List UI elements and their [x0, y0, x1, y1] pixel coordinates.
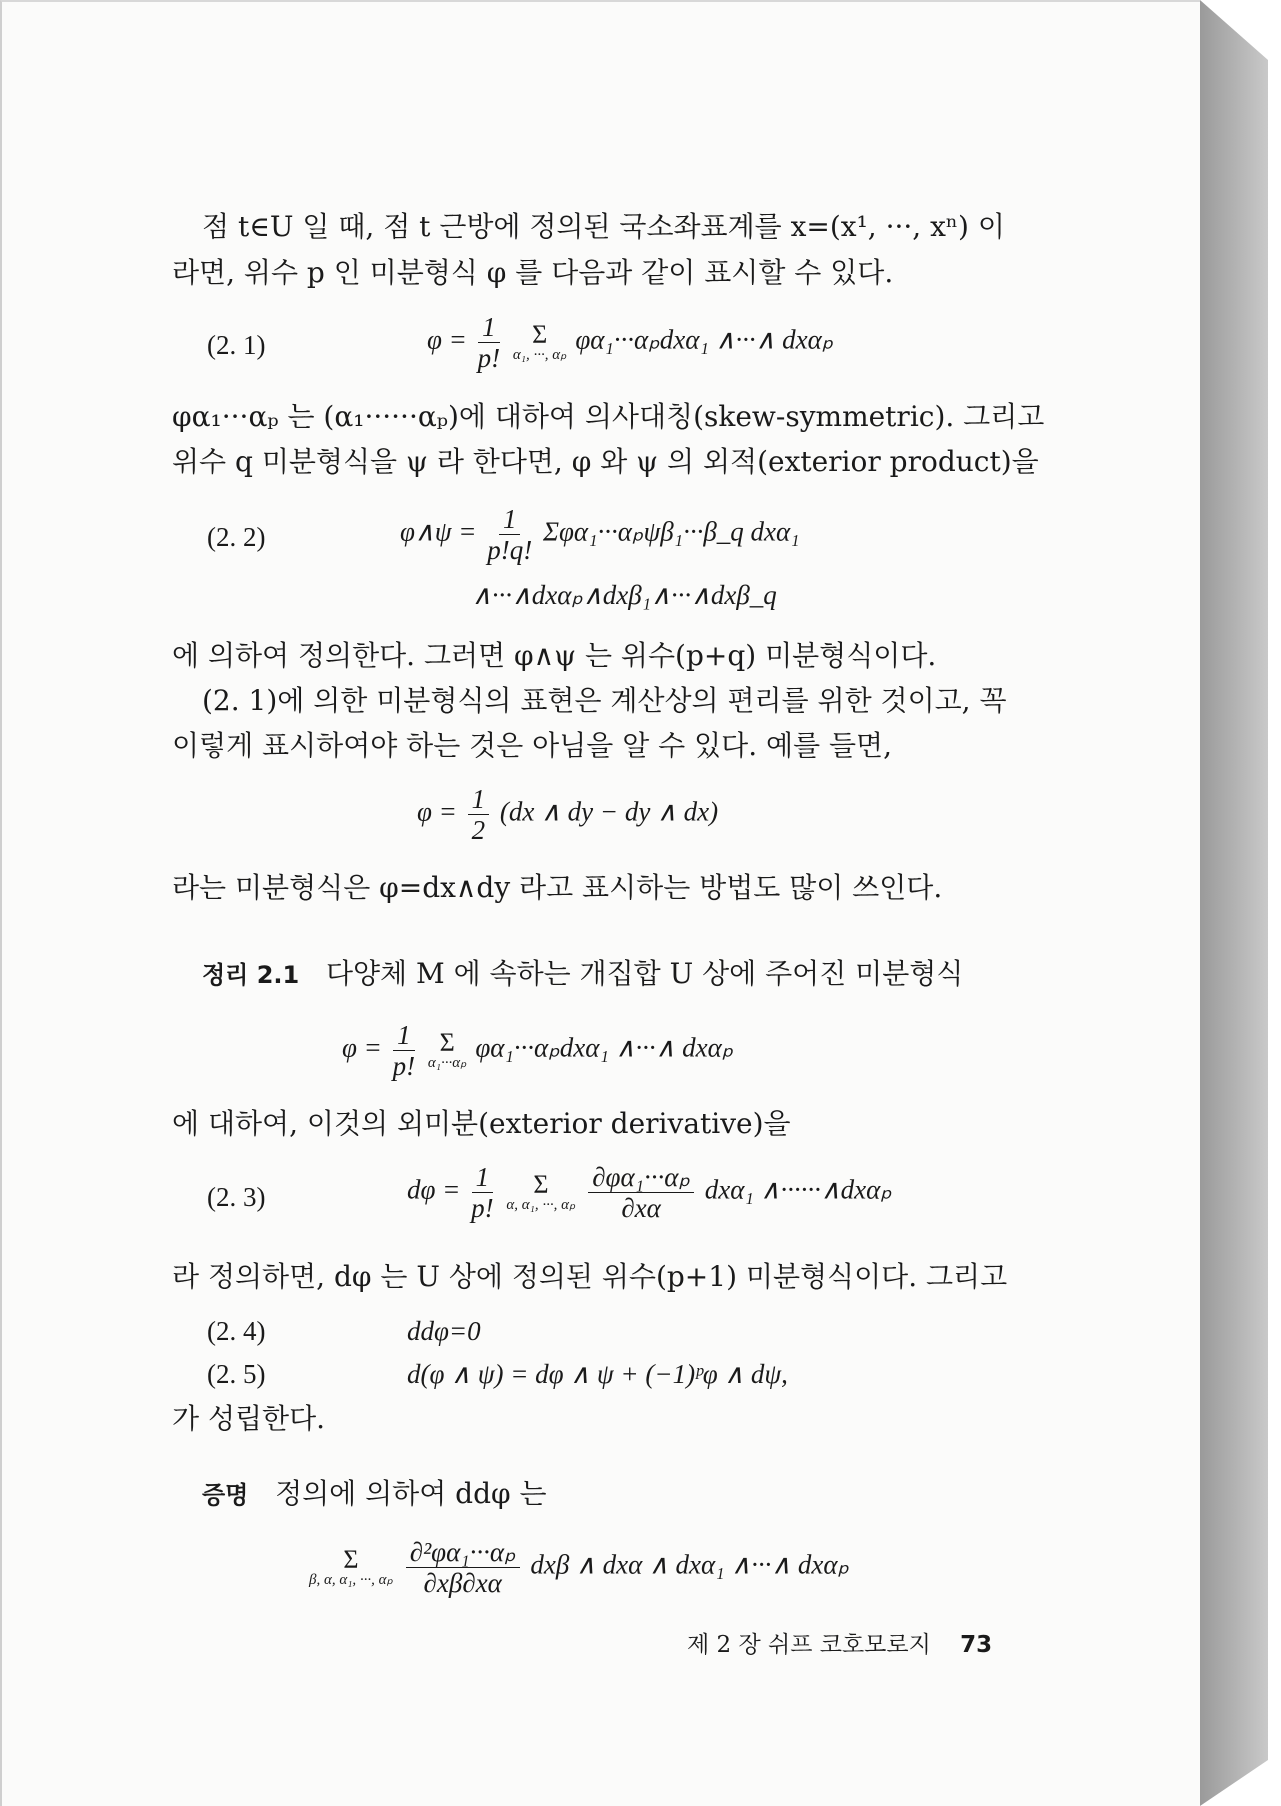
fraction-denominator: p!: [471, 1193, 494, 1223]
equation-rhs: φα₁···αₚdxα₁ ∧···∧ dxαₚ: [475, 1032, 734, 1063]
equation-rhs: φα₁···αₚdxα₁ ∧···∧ dxαₚ: [575, 324, 834, 355]
summation: [309, 1544, 393, 1588]
paragraph-2-line-2: 위수 q 미분형식을 ψ 라 한다면, φ 와 ψ 의 외적(exterior product)을: [172, 445, 1039, 478]
equation-lhs: φ∧ψ =: [400, 516, 477, 547]
paragraph-3-line-2: (2. 1)에 의한 미분형식의 표현은 계산상의 편리를 위한 것이고, 꼭: [202, 684, 1007, 717]
paragraph-4: 라는 미분형식은 φ=dx∧dy 라고 표시하는 방법도 많이 쓰인다.: [172, 871, 943, 904]
summation: [427, 1027, 467, 1071]
fraction: [468, 784, 490, 845]
equation-rhs: (dx ∧ dy − dy ∧ dx): [499, 796, 719, 827]
paragraph-3-line-3: 이렇게 표시하여야 하는 것은 아님을 알 수 있다. 예를 들면,: [172, 729, 893, 762]
equation-2-3: [407, 1162, 892, 1223]
equation-rhs: Σφα₁···αₚψβ₁···β_q dxα₁: [542, 516, 800, 547]
equation-lhs: φ =: [342, 1032, 382, 1063]
fraction-denominator: p!q!: [487, 535, 533, 565]
fraction-numerator: 1: [393, 1020, 415, 1051]
equation-2-4: ddφ=0: [407, 1316, 481, 1346]
sigma-symbol: Σ: [439, 1027, 455, 1057]
equation-proof: [307, 1537, 849, 1598]
proof: [202, 1477, 547, 1512]
paragraph-1-line-2: 라면, 위수 p 인 미분형식 φ 를 다음과 같이 표시할 수 있다.: [172, 256, 894, 289]
paragraph-2-line-1: φα₁···αₚ 는 (α₁······αₚ)에 대하여 의사대칭(skew-symmetric). 그리고: [172, 400, 1045, 433]
summation: [512, 319, 567, 363]
partial-denominator: ∂xβ∂xα: [423, 1568, 502, 1598]
paragraph-6: 라 정의하면, dφ 는 U 상에 정의된 위수(p+1) 미분형식이다. 그리고: [172, 1260, 1008, 1293]
partial-derivative: [588, 1162, 694, 1223]
fraction-denominator: 2: [471, 815, 486, 845]
equation-2-2-continuation: ∧···∧dxαₚ∧dxβ₁∧···∧dxβ_q: [472, 580, 777, 610]
page-number: 73: [960, 1632, 993, 1658]
fraction-numerator: 1: [468, 784, 490, 815]
partial-denominator: ∂xα: [621, 1193, 661, 1223]
equation-theorem: [342, 1020, 733, 1081]
sigma-symbol: Σ: [533, 1169, 549, 1199]
partial-derivative: [406, 1537, 520, 1598]
equation-2-1: [427, 312, 833, 373]
equation-number-2-4: (2. 4): [207, 1316, 266, 1346]
running-footer: [687, 1626, 992, 1659]
chapter-title: 제 2 장 쉬프 코호모로지: [687, 1632, 931, 1658]
paragraph-1-line-1: 점 t∈U 일 때, 점 t 근방에 정의된 국소좌표계를 x=(x¹, ···, xⁿ) 이: [202, 210, 1005, 243]
theorem-text: 다양체 M 에 속하는 개집합 U 상에 주어진 미분형식: [325, 957, 964, 990]
proof-heading: 증명: [202, 1481, 249, 1509]
equation-2-2: [400, 504, 800, 565]
equation-number-2-2: (2. 2): [207, 522, 266, 552]
equation-2-5: d(φ ∧ ψ) = dφ ∧ ψ + (−1)ᵖφ ∧ dψ,: [407, 1359, 788, 1389]
sigma-symbol: Σ: [343, 1544, 359, 1574]
equation-number-2-1: (2. 1): [207, 330, 266, 360]
fraction-numerator: 1: [472, 1162, 494, 1193]
equation-rhs: dxα₁ ∧······∧dxαₚ: [704, 1174, 892, 1205]
paragraph-5: 에 대하여, 이것의 외미분(exterior derivative)을: [172, 1107, 791, 1140]
fraction: [393, 1020, 416, 1081]
fraction-numerator: 1: [499, 504, 521, 535]
fraction: [478, 312, 501, 373]
equation-number-2-3: (2. 3): [207, 1182, 266, 1212]
equation-lhs: dφ =: [407, 1174, 461, 1205]
summation: [506, 1169, 576, 1213]
fraction-denominator: p!: [477, 343, 501, 373]
summation-index: α₁···αₚ: [427, 1054, 467, 1071]
fraction: [487, 504, 532, 565]
equation-number-2-5: (2. 5): [207, 1359, 266, 1389]
fraction: [471, 1162, 494, 1223]
partial-numerator: ∂φα₁···αₚ: [588, 1162, 694, 1193]
proof-text: 정의에 의하여 ddφ 는: [275, 1477, 547, 1510]
summation-index: β, α, α₁, ···, αₚ: [309, 1571, 393, 1588]
summation-index: α₁, ···, αₚ: [512, 346, 567, 363]
fraction-denominator: p!: [392, 1051, 416, 1081]
equation-lhs: φ =: [417, 796, 457, 827]
theorem-2-1: [202, 957, 963, 992]
summation-index: α, α₁, ···, αₚ: [506, 1196, 576, 1213]
theorem-heading: 정리 2.1: [202, 961, 300, 989]
equation-lhs: φ =: [427, 324, 467, 355]
equation-rhs: dxβ ∧ dxα ∧ dxα₁ ∧···∧ dxαₚ: [530, 1549, 850, 1580]
sigma-symbol: Σ: [532, 319, 548, 349]
page-edge-shading: [1200, 0, 1281, 1806]
equation-example: [417, 784, 718, 845]
fraction-numerator: 1: [478, 312, 500, 343]
paragraph-7: 가 성립한다.: [172, 1402, 326, 1435]
partial-numerator: ∂²φα₁···αₚ: [406, 1537, 520, 1568]
paragraph-3-line-1: 에 의하여 정의한다. 그러면 φ∧ψ 는 위수(p+q) 미분형식이다.: [172, 639, 937, 672]
